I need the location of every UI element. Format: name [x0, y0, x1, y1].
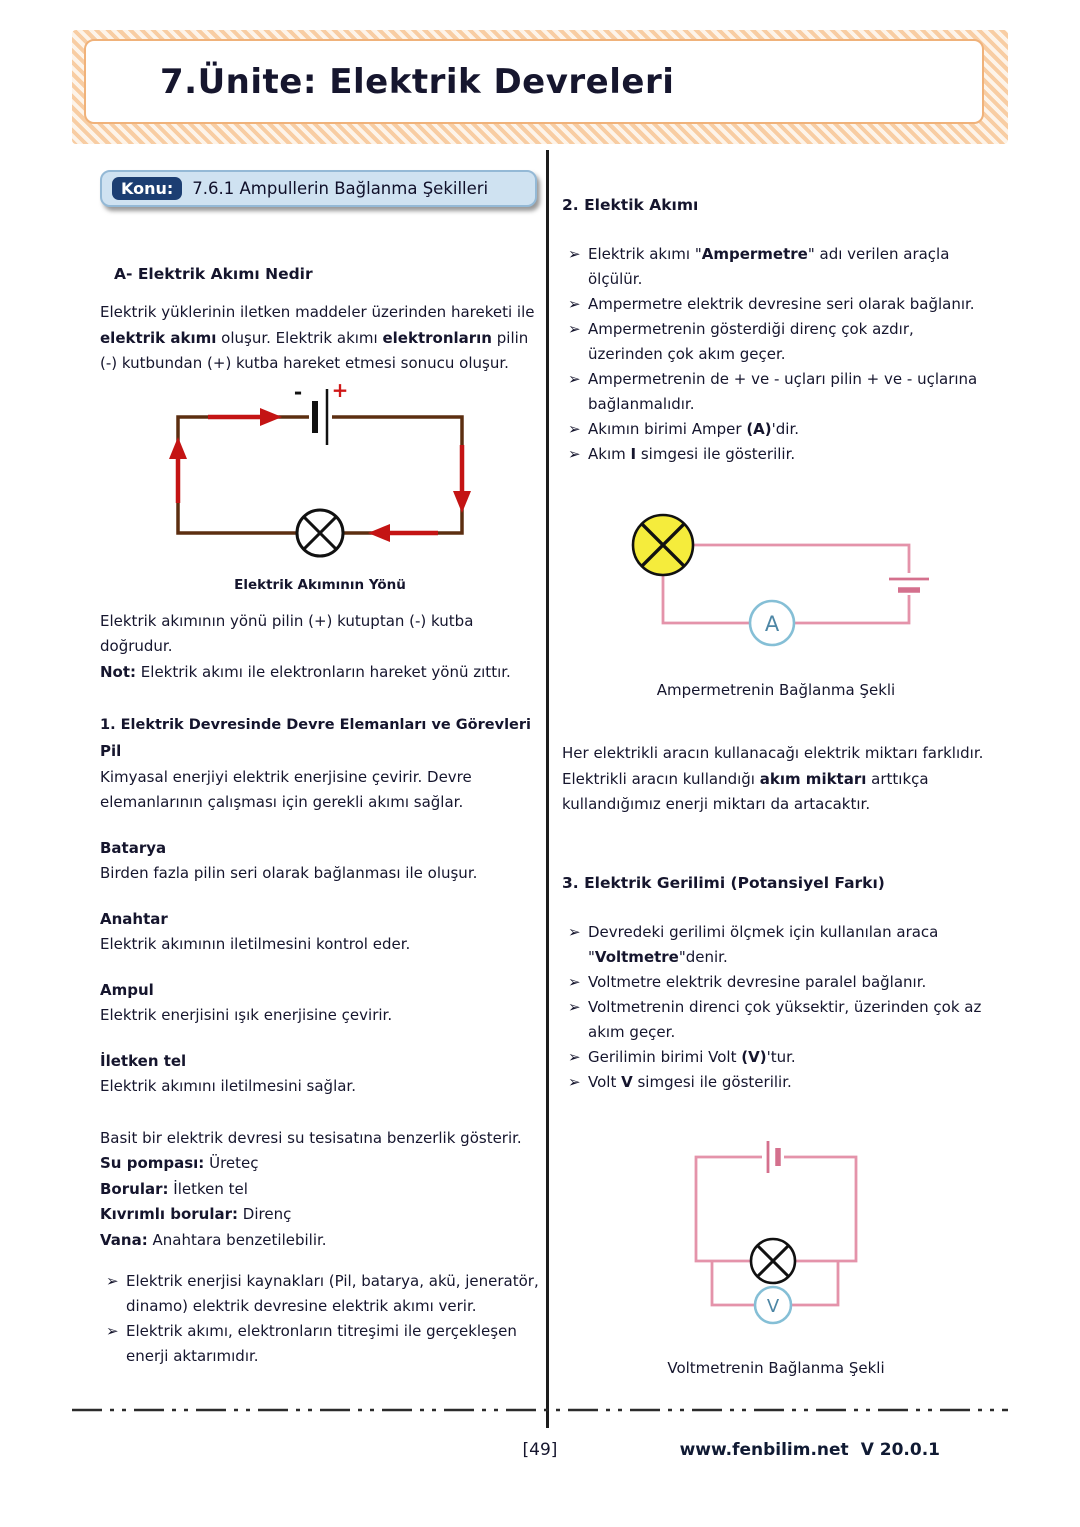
- bullet-text: Akımın birimi Amper (A)'dir.: [588, 420, 800, 438]
- page-number: [49]: [522, 1440, 558, 1460]
- wire-top-right: [693, 545, 909, 573]
- circuit-diagram-voltmeter: [611, 1131, 941, 1333]
- right-column: [562, 196, 990, 1377]
- lamp-symbol: [297, 510, 343, 556]
- component-item-pil: [100, 739, 540, 816]
- section-a-heading: A- Elektrik Akımı Nedir: [114, 265, 313, 283]
- battery-minus-label: -: [293, 380, 303, 404]
- list-item: [562, 442, 990, 467]
- wire-left: [696, 1157, 762, 1261]
- branch-right: [791, 1261, 838, 1305]
- wire-right: [784, 1157, 856, 1261]
- component-item-ampul: [100, 978, 540, 1029]
- ammeter-symbol: [750, 601, 794, 645]
- bullet-text: Elektrik akımı "Ampermetre" adı verilen araçla ölçülür.: [588, 245, 950, 288]
- analogy-label: Borular:: [100, 1179, 169, 1198]
- list-item: [562, 317, 990, 367]
- component-name: İletken tel: [100, 1051, 187, 1070]
- list-item: [562, 970, 990, 995]
- bullet-arrow-icon: ➢: [568, 1072, 581, 1091]
- unit-header: [72, 30, 1008, 144]
- site-url: www.fenbilim.net: [679, 1440, 849, 1460]
- bullet-text: Ampermetrenin gösterdiği direnç çok azdır, üzerinden çok akım geçer.: [588, 320, 914, 363]
- analogy-label: Kıvrımlı borular:: [100, 1205, 238, 1223]
- ammeter-bullet-list: [562, 242, 990, 467]
- column-divider: [546, 150, 549, 1428]
- bullet-text: Ampermetrenin de + ve - uçları pilin + ve - uçlarına bağlanmalıdır.: [588, 370, 978, 413]
- voltmeter-symbol: [755, 1287, 791, 1323]
- component-desc: Elektrik akımını iletilmesini sağlar.: [100, 1077, 356, 1095]
- footer-divider: [72, 1406, 1008, 1414]
- bullet-text: Elektrik akımı, elektronların titreşimi ile gerçekleşen enerji aktarımıdır.: [126, 1322, 517, 1365]
- analogy-vana: [100, 1228, 540, 1254]
- figure-caption-current-direction: Elektrik Akımının Yönü: [234, 576, 406, 593]
- bullet-arrow-icon: ➢: [568, 370, 581, 388]
- bullet-arrow-icon: ➢: [106, 1272, 119, 1290]
- bullet-text: Akım I simgesi ile gösterilir.: [588, 445, 796, 463]
- unit-title: 7.Ünite: Elektrik Devreleri: [160, 61, 675, 102]
- bullet-arrow-icon: ➢: [568, 295, 581, 313]
- bullet-text: Elektrik enerjisi kaynakları (Pil, batarya, akü, jeneratör, dinamo) elektrik devresine elektrik akımı verir.: [126, 1272, 539, 1315]
- bullet-arrow-icon: ➢: [568, 922, 581, 941]
- lamp-symbol: [633, 515, 693, 575]
- analogy-value: Direnç: [242, 1205, 292, 1223]
- bullet-text: Voltmetre elektrik devresine paralel bağlanır.: [588, 972, 927, 991]
- bullet-text: Volt V simgesi ile gösterilir.: [588, 1072, 792, 1091]
- bullet-text: Gerilimin birimi Volt (V)'tur.: [588, 1047, 796, 1066]
- bullet-text: Ampermetre elektrik devresine seri olarak bağlanır.: [588, 295, 975, 313]
- list-item: [562, 920, 990, 970]
- bullet-text: Voltmetrenin direnci çok yüksektir, üzerinden çok az akım geçer.: [588, 997, 982, 1041]
- unit-header-box: [84, 39, 984, 124]
- list-item: [100, 1269, 540, 1319]
- list-item: [562, 1070, 990, 1095]
- wire-bottom-left: [663, 575, 750, 623]
- analogy-intro: Basit bir elektrik devresi su tesisatına benzerlik gösterir.: [100, 1128, 522, 1147]
- bullet-text: Devredeki gerilimi ölçmek için kullanılan araca "Voltmetre"denir.: [588, 922, 939, 966]
- component-desc: Kimyasal enerjiyi elektrik enerjisine çevirir. Devre elemanlarının çalışması için gerekli akımı sağlar.: [100, 767, 472, 811]
- footer-site: [680, 1440, 940, 1460]
- figure-caption-ammeter: Ampermetrenin Bağlanma Şekli: [656, 681, 896, 699]
- component-desc: Elektrik akımının iletilmesini kontrol eder.: [100, 935, 411, 953]
- list-item: [562, 242, 990, 292]
- component-desc: Birden fazla pilin seri olarak bağlanması ile oluşur.: [100, 864, 478, 882]
- component-item-iletken-tel: [100, 1049, 540, 1100]
- battery-symbol: [889, 579, 929, 590]
- analogy-value: İletken tel: [173, 1179, 248, 1198]
- battery-plus-label: +: [331, 380, 349, 402]
- branch-left: [712, 1261, 755, 1305]
- battery-symbol: [768, 1141, 778, 1173]
- list-item: [562, 995, 990, 1045]
- figure-ammeter-connection: [562, 503, 990, 699]
- component-name: Batarya: [100, 838, 167, 857]
- bullet-arrow-icon: ➢: [568, 320, 581, 338]
- bullet-arrow-icon: ➢: [568, 420, 581, 438]
- analogy-value: Üreteç: [209, 1154, 259, 1172]
- current-note-line: Not: Elektrik akımı ile elektronların hareket yönü zıttır.: [100, 662, 511, 681]
- component-name: Pil: [100, 742, 122, 760]
- paragraph-current-direction: [100, 609, 540, 686]
- analogy-value: Anahtara benzetilebilir.: [152, 1230, 327, 1249]
- version-label: V 20.0.1: [860, 1440, 940, 1460]
- wire-right: [332, 417, 462, 533]
- figure-caption-voltmeter: Voltmetrenin Bağlanma Şekli: [667, 1358, 885, 1377]
- ammeter-letter: A: [764, 612, 780, 636]
- list-item: [562, 292, 990, 317]
- left-column: [100, 170, 540, 1369]
- section-2-heading: 2. Elektik Akımı: [562, 196, 699, 214]
- component-desc: Elektrik enerjisini ışık enerjisine çevirir.: [100, 1006, 393, 1024]
- analogy-borular: [100, 1177, 540, 1203]
- bullet-arrow-icon: ➢: [568, 997, 581, 1016]
- bullet-arrow-icon: ➢: [568, 245, 581, 263]
- list-item: [562, 417, 990, 442]
- current-direction-line: Elektrik akımının yönü pilin (+) kutuptan (-) kutba doğrudur.: [100, 611, 474, 655]
- voltmeter-letter: V: [766, 1295, 780, 1317]
- component-name: Anahtar: [100, 909, 168, 928]
- topic-box: [100, 170, 537, 207]
- wire-left: [178, 417, 309, 533]
- lamp-symbol: [751, 1239, 795, 1283]
- analogy-su-pompasi: [100, 1151, 540, 1177]
- list-item: [100, 1319, 540, 1369]
- wire-bottom-right: [794, 595, 909, 623]
- topic-label: Konu:: [112, 177, 182, 200]
- bullet-arrow-icon: ➢: [568, 972, 581, 991]
- bullet-arrow-icon: ➢: [568, 445, 581, 463]
- list-item: [562, 367, 990, 417]
- battery-symbol: [294, 381, 349, 445]
- section-3-heading: 3. Elektrik Gerilimi (Potansiyel Farkı): [562, 873, 885, 892]
- component-item-batarya: [100, 836, 540, 887]
- component-name: Ampul: [100, 980, 154, 999]
- analogy-kivrimli-borular: [100, 1202, 540, 1228]
- section-1-heading: 1. Elektrik Devresinde Devre Elemanları ve Görevleri: [100, 717, 531, 733]
- analogy-label: Su pompası:: [100, 1154, 205, 1172]
- paragraph-current-amount: Her elektrikli aracın kullanacağı elektrik miktarı farklıdır. Elektrikli aracın kullandığı akım miktarı arttıkça kullandığımız enerji miktarı da artacaktır.: [562, 744, 984, 813]
- list-item: [562, 1045, 990, 1070]
- bullet-arrow-icon: ➢: [106, 1322, 119, 1340]
- figure-voltmeter-connection: [562, 1131, 990, 1377]
- circuit-diagram-current-direction: [130, 381, 510, 573]
- component-item-anahtar: [100, 907, 540, 958]
- figure-current-direction: [100, 381, 540, 593]
- circuit-diagram-ammeter: [611, 503, 941, 655]
- left-bullet-list: [100, 1269, 540, 1369]
- paragraph-current-definition: Elektrik yüklerinin iletken maddeler üzerinden hareketi ile elektrik akımı oluşur. Elektrik akımı elektronların pilin (-) kutbundan (+) kutba hareket etmesi sonucu oluşur.: [100, 303, 535, 372]
- analogy-label: Vana:: [100, 1230, 148, 1249]
- bullet-arrow-icon: ➢: [568, 1047, 581, 1066]
- topic-title: 7.6.1 Ampullerin Bağlanma Şekilleri: [192, 179, 489, 198]
- voltmeter-bullet-list: [562, 920, 990, 1095]
